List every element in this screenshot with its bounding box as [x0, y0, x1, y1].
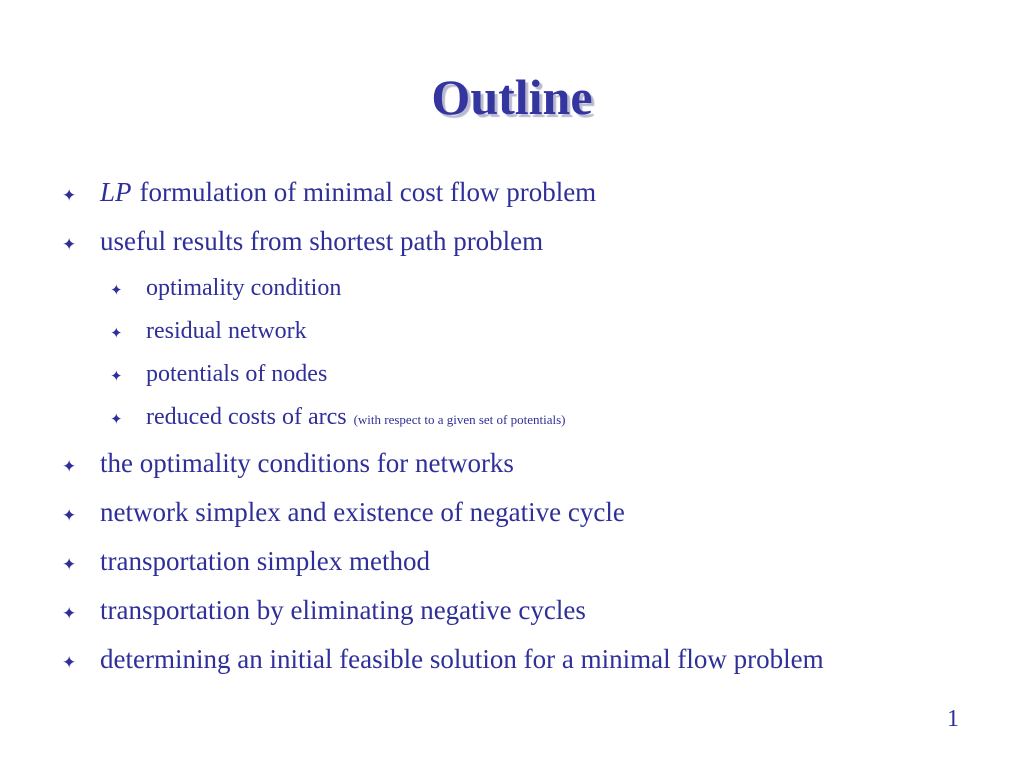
- outline-subitem-label: reduced costs of arcs: [146, 404, 347, 430]
- outline-item-label: the optimality conditions for networks: [100, 448, 514, 478]
- outline-item-label: network simplex and existence of negative cycle: [100, 497, 625, 527]
- star-bullet-icon: ✦: [62, 506, 77, 526]
- reduced-costs-note: (with respect to a given set of potentials): [353, 412, 566, 427]
- outline-item-network-simplex: [62, 496, 1002, 532]
- page-number: 1: [947, 706, 959, 732]
- outline-item-label: formulation of minimal cost flow problem: [139, 177, 597, 207]
- star-bullet-icon: ✦: [62, 555, 77, 575]
- outline-item-negative-cycles: [62, 594, 1002, 630]
- star-bullet-icon: ✦: [62, 604, 77, 624]
- outline-subitem-potentials: [62, 360, 1002, 390]
- outline-item-label: transportation by eliminating negative cycles: [100, 595, 586, 625]
- outline-subitem-residual-network: [62, 317, 1002, 347]
- slide-title: Outline: [431, 69, 593, 125]
- star-bullet-icon: ✦: [110, 367, 123, 385]
- star-bullet-icon: ✦: [110, 281, 123, 299]
- outline-item-transportation-simplex: [62, 545, 1002, 581]
- star-bullet-icon: ✦: [110, 410, 123, 428]
- outline-subitem-reduced-costs: [62, 403, 1002, 434]
- outline-item-label: transportation simplex method: [100, 546, 430, 576]
- outline-item-label: useful results from shortest path problem: [100, 226, 544, 256]
- outline-item-initial-feasible-solution: [62, 643, 1002, 679]
- outline-item-shortest-path: [62, 225, 1002, 261]
- outline-item-optimality-conditions: [62, 447, 1002, 483]
- outline-subitem-label: potentials of nodes: [146, 361, 328, 387]
- outline-subitem-label: optimality condition: [146, 275, 342, 301]
- outline-item-lp-formulation: [62, 176, 1002, 212]
- star-bullet-icon: ✦: [62, 457, 77, 477]
- outline-item-text: [100, 176, 596, 208]
- star-bullet-icon: ✦: [62, 186, 77, 206]
- star-bullet-icon: ✦: [62, 653, 77, 673]
- outline-item-label: determining an initial feasible solution for a minimal flow problem: [100, 644, 824, 674]
- star-bullet-icon: ✦: [110, 324, 123, 342]
- outline-subitem-optimality-condition: [62, 274, 1002, 304]
- outline-subitem-text: [146, 403, 566, 434]
- lp-label: LP: [100, 177, 132, 207]
- star-bullet-icon: ✦: [62, 235, 77, 255]
- outline-subitem-label: residual network: [146, 318, 307, 344]
- outline-list: [62, 176, 1002, 692]
